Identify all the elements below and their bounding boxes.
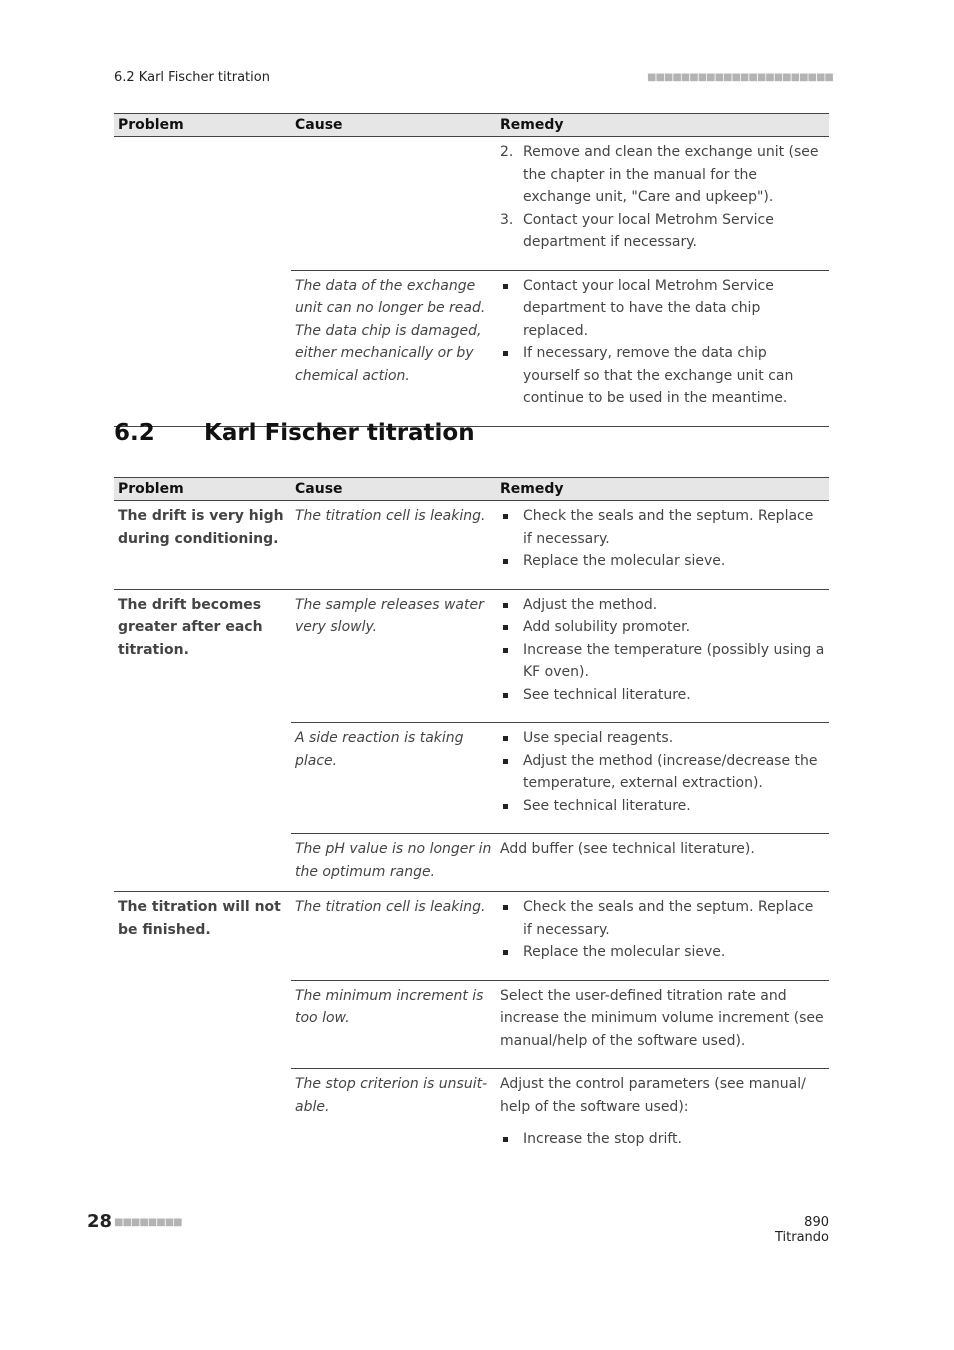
section-heading bbox=[114, 420, 475, 446]
list-item: See technical literature. bbox=[500, 795, 825, 818]
table-row bbox=[114, 892, 829, 981]
table-row bbox=[114, 270, 829, 426]
table-header-row bbox=[114, 114, 829, 137]
list-item: Replace the molecular sieve. bbox=[500, 941, 825, 964]
cause-cell bbox=[291, 137, 496, 271]
problem-cell bbox=[114, 980, 291, 1069]
column-header-cause: Cause bbox=[291, 114, 496, 137]
remedy-cell bbox=[496, 270, 829, 426]
list-item: Adjust the method. bbox=[500, 594, 825, 617]
cause-cell: A side reaction is taking place. bbox=[291, 723, 496, 834]
problem-cell: The drift is very high during conditioning. bbox=[118, 508, 284, 547]
table-row bbox=[114, 1069, 829, 1167]
remedy-cell bbox=[496, 892, 829, 981]
bullet-list bbox=[500, 727, 825, 817]
remedy-cell bbox=[496, 501, 829, 590]
list-item: Replace the molecular sieve. bbox=[500, 550, 825, 573]
header-decoration: ■■■■■■■■■■■■■■■■■■■■■■ bbox=[647, 72, 833, 83]
cause-cell: The pH value is no longer in the optimum range. bbox=[291, 834, 496, 892]
remedy-cell bbox=[496, 723, 829, 834]
remedy-text: Select the user-defined titration rate and increase the minimum volume increment (see manual/help of the software used). bbox=[500, 987, 824, 1049]
problem-cell bbox=[114, 1069, 291, 1167]
table-header-row bbox=[114, 478, 829, 501]
list-item: If necessary, remove the data chip yourself so that the exchange unit can continue to be used in the meantime. bbox=[500, 342, 825, 410]
continued-troubleshooting-table bbox=[114, 113, 829, 427]
remedy-text: Add buffer (see technical literature). bbox=[500, 841, 755, 857]
remedy-cell bbox=[496, 980, 829, 1069]
remedy-cell bbox=[496, 834, 829, 892]
table-row bbox=[114, 501, 829, 590]
cause-cell: The titration cell is leaking. bbox=[295, 508, 486, 524]
list-item: Use special reagents. bbox=[500, 727, 825, 750]
list-item: Adjust the method (increase/decrease the temperature, external extraction). bbox=[500, 750, 825, 795]
page-number: 28 bbox=[87, 1211, 113, 1232]
list-item: Increase the stop drift. bbox=[500, 1128, 825, 1151]
table-row bbox=[114, 589, 829, 723]
bullet-list bbox=[500, 275, 825, 410]
list-item: Add solubility promoter. bbox=[500, 616, 825, 639]
list-item: Contact your local Metrohm Service department to have the data chip replaced. bbox=[500, 275, 825, 343]
running-header: 6.2 Karl Fischer titration bbox=[114, 70, 270, 85]
section-title: Karl Fischer titration bbox=[204, 420, 475, 446]
column-header-problem: Problem bbox=[114, 478, 291, 501]
cause-cell: The sample releases water very slowly. bbox=[291, 589, 496, 723]
column-header-problem: Problem bbox=[114, 114, 291, 137]
remedy-cell bbox=[496, 589, 829, 723]
remedy-text: Adjust the control parameters (see manual/ help of the software used): bbox=[500, 1076, 806, 1115]
remedy-cell bbox=[496, 137, 829, 271]
cause-cell: The data of the exchange unit can no longer be read. The data chip is damaged, either mechanically or by chemical action. bbox=[291, 270, 496, 426]
list-item: Check the seals and the septum. Replace if necessary. bbox=[500, 896, 825, 941]
list-item: Increase the temperature (possibly using a KF oven). bbox=[500, 639, 825, 684]
section-number: 6.2 bbox=[114, 420, 155, 446]
column-header-cause: Cause bbox=[291, 478, 496, 501]
column-header-remedy: Remedy bbox=[496, 114, 829, 137]
problem-cell bbox=[114, 834, 291, 892]
table-row bbox=[114, 834, 829, 892]
bullet-list bbox=[500, 1128, 825, 1151]
product-name: 890 Titrando bbox=[774, 1215, 829, 1245]
cause-cell: The titration cell is leaking. bbox=[291, 892, 496, 981]
table-row bbox=[114, 137, 829, 271]
bullet-list bbox=[500, 505, 825, 573]
column-header-remedy: Remedy bbox=[496, 478, 829, 501]
list-item: 2. Remove and clean the exchange unit (see the chapter in the manual for the exchange unit, "Care and upkeep"). bbox=[500, 144, 819, 205]
list-item: See technical literature. bbox=[500, 684, 825, 707]
problem-cell: The drift becomes greater after each titration. bbox=[114, 589, 291, 723]
kf-troubleshooting-table bbox=[114, 477, 829, 1167]
cause-cell: The minimum increment is too low. bbox=[291, 980, 496, 1069]
remedy-cell bbox=[496, 1069, 829, 1167]
numbered-steps bbox=[500, 141, 825, 254]
bullet-list bbox=[500, 896, 825, 964]
cause-cell: The stop criterion is unsuit-able. bbox=[291, 1069, 496, 1167]
list-item: 3. Contact your local Metrohm Service department if necessary. bbox=[500, 211, 774, 250]
problem-cell: The titration will not be finished. bbox=[114, 892, 291, 981]
problem-cell bbox=[114, 723, 291, 834]
bullet-list bbox=[500, 594, 825, 707]
table-row bbox=[114, 723, 829, 834]
list-item: Check the seals and the septum. Replace if necessary. bbox=[500, 505, 825, 550]
table-row bbox=[114, 980, 829, 1069]
footer-decoration: ■■■■■■■■ bbox=[114, 1217, 182, 1228]
